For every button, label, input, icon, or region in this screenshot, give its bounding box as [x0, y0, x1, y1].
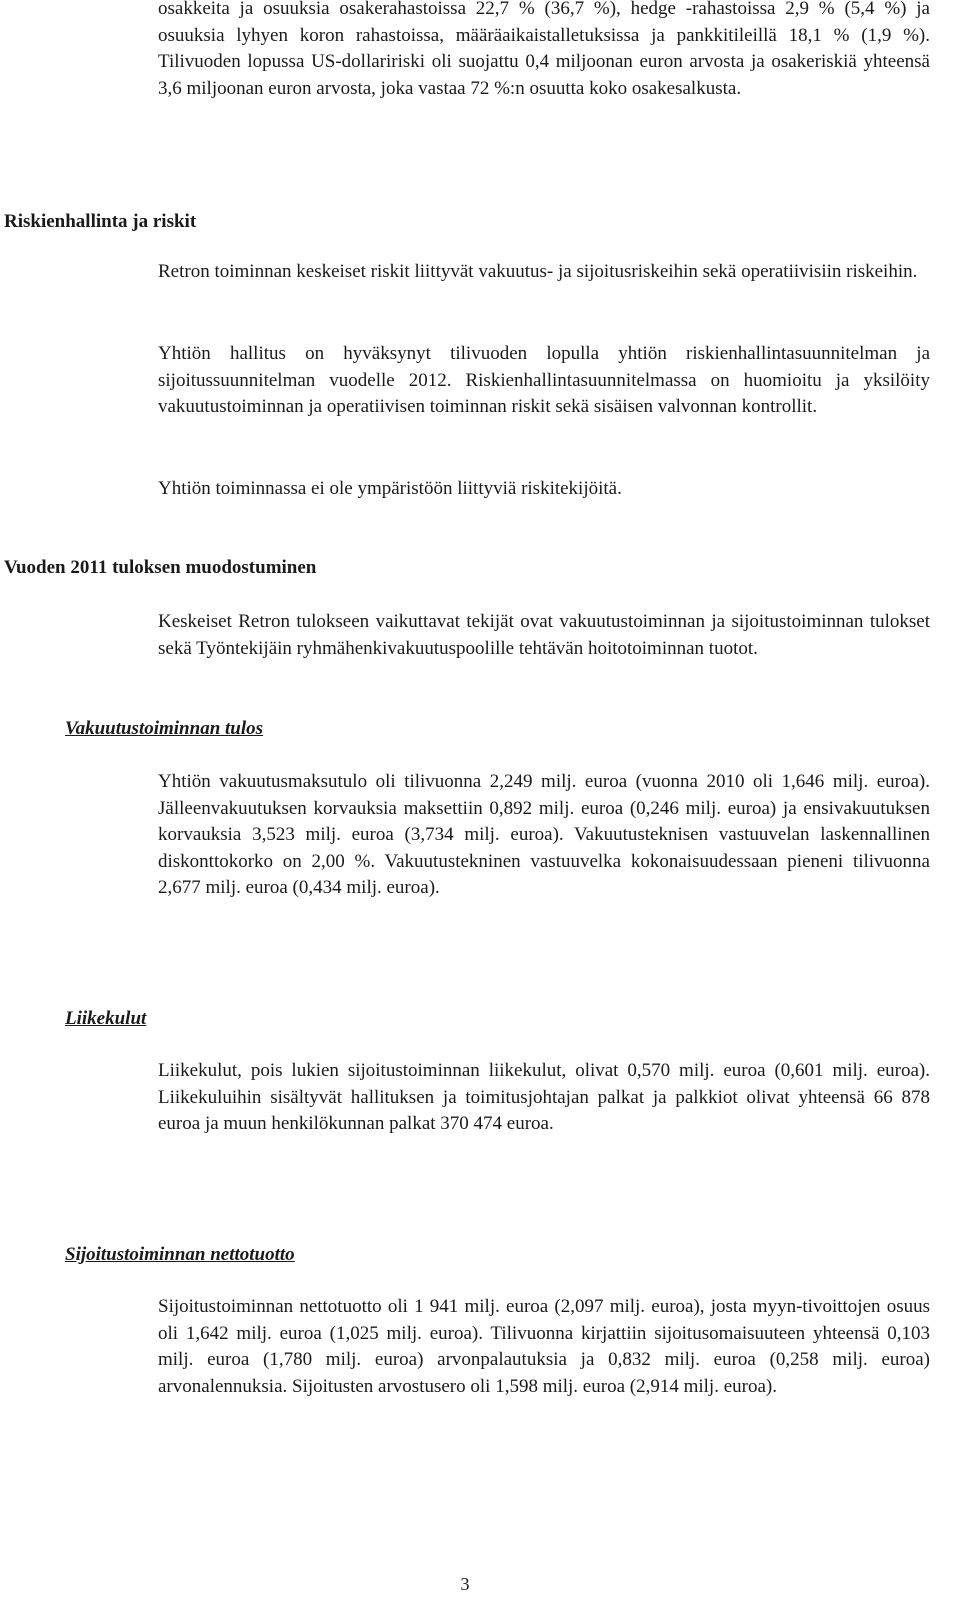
risk-paragraph-3: Yhtiön toiminnassa ei ole ympäristöön liittyviä riskitekijöitä. — [158, 478, 622, 499]
result-intro-paragraph: Keskeiset Retron tulokseen vaikuttavat tekijät ovat vakuutustoiminnan ja sijoitustoiminnan tulokset sekä Työntekijäin ryhmähenkivakuutuspoolille tehtävän hoitotoiminnan tuotot. — [158, 611, 930, 659]
heading-investment-return: Sijoitustoiminnan nettotuotto — [65, 1244, 295, 1265]
risk-paragraph-1: Retron toiminnan keskeiset riskit liittyvät vakuutus- ja sijoitusriskeihin sekä operatiivisiin riskeihin. — [158, 261, 918, 282]
intro-paragraph: osakkeita ja osuuksia osakerahastoissa 22,7 % (36,7 %), hedge -rahastoissa 2,9 % (5,4 %) ja osuuksia lyhyen koron rahastoissa, määräaikaistalletuksissa ja pankkitileillä 18,1 % (1,9 %). Tilivuoden lopussa US-dollaririski oli suojattu 0,4 miljoonan euron arvosta ja osakeriskiä yhteensä 3,6 miljoonan euron arvosta, joka vastaa 72 %:n osuutta koko osakesalkusta. — [158, 0, 930, 99]
investment-paragraph: Sijoitustoiminnan nettotuotto oli 1 941 milj. euroa (2,097 milj. euroa), josta myyn-tivoittojen osuus oli 1,642 milj. euroa (1,025 milj. euroa). Tilivuonna kirjattiin sijoitusomaisuuteen yhteensä 0,103 milj. euroa (1,780 milj. euroa) arvonpalautuksia ja 0,832 milj. euroa (0,258 milj. euroa) arvonalennuksia. Sijoitusten arvostusero oli 1,598 milj. euroa (2,914 milj. euroa). — [158, 1296, 930, 1397]
heading-operating-expenses: Liikekulut — [65, 1008, 147, 1029]
expenses-paragraph: Liikekulut, pois lukien sijoitustoiminnan liikekulut, olivat 0,570 milj. euroa (0,601 milj. euroa). Liikekuluihin sisältyvät hallituksen ja toimitusjohtajan palkat ja palkkiot olivat yhteensä 66 878 euroa ja muun henkilökunnan palkat 370 474 euroa. — [158, 1060, 930, 1134]
heading-result-2011: Vuoden 2011 tuloksen muodostuminen — [4, 557, 317, 578]
insurance-paragraph: Yhtiön vakuutusmaksutulo oli tilivuonna 2,249 milj. euroa (vuonna 2010 oli 1,646 milj. euroa). Jälleenvakuutuksen korvauksia maksettiin 0,892 milj. euroa (0,246 milj. euroa) ja ensivakuutuksen korvauksia 3,523 milj. euroa (3,734 milj. euroa). Vakuutusteknisen vastuuvelan laskennallinen diskonttokorko on 2,00 %. Vakuutustekninen vastuuvelka kokonaisuudessaan pieneni tilivuonna 2,677 milj. euroa (0,434 milj. euroa). — [158, 771, 930, 898]
heading-risk-management: Riskienhallinta ja riskit — [4, 211, 197, 232]
risk-paragraph-2: Yhtiön hallitus on hyväksynyt tilivuoden lopulla yhtiön riskienhallintasuunnitelman ja sijoitussuunnitelman vuodelle 2012. Riskienhallintasuunnitelmassa on huomioitu ja yksilöity vakuutustoiminnan ja operatiivisen toiminnan riskit sekä sisäisen valvonnan kontrollit. — [158, 343, 930, 417]
heading-insurance-result: Vakuutustoiminnan tulos — [65, 718, 264, 739]
page-number: 3 — [460, 1574, 470, 1594]
